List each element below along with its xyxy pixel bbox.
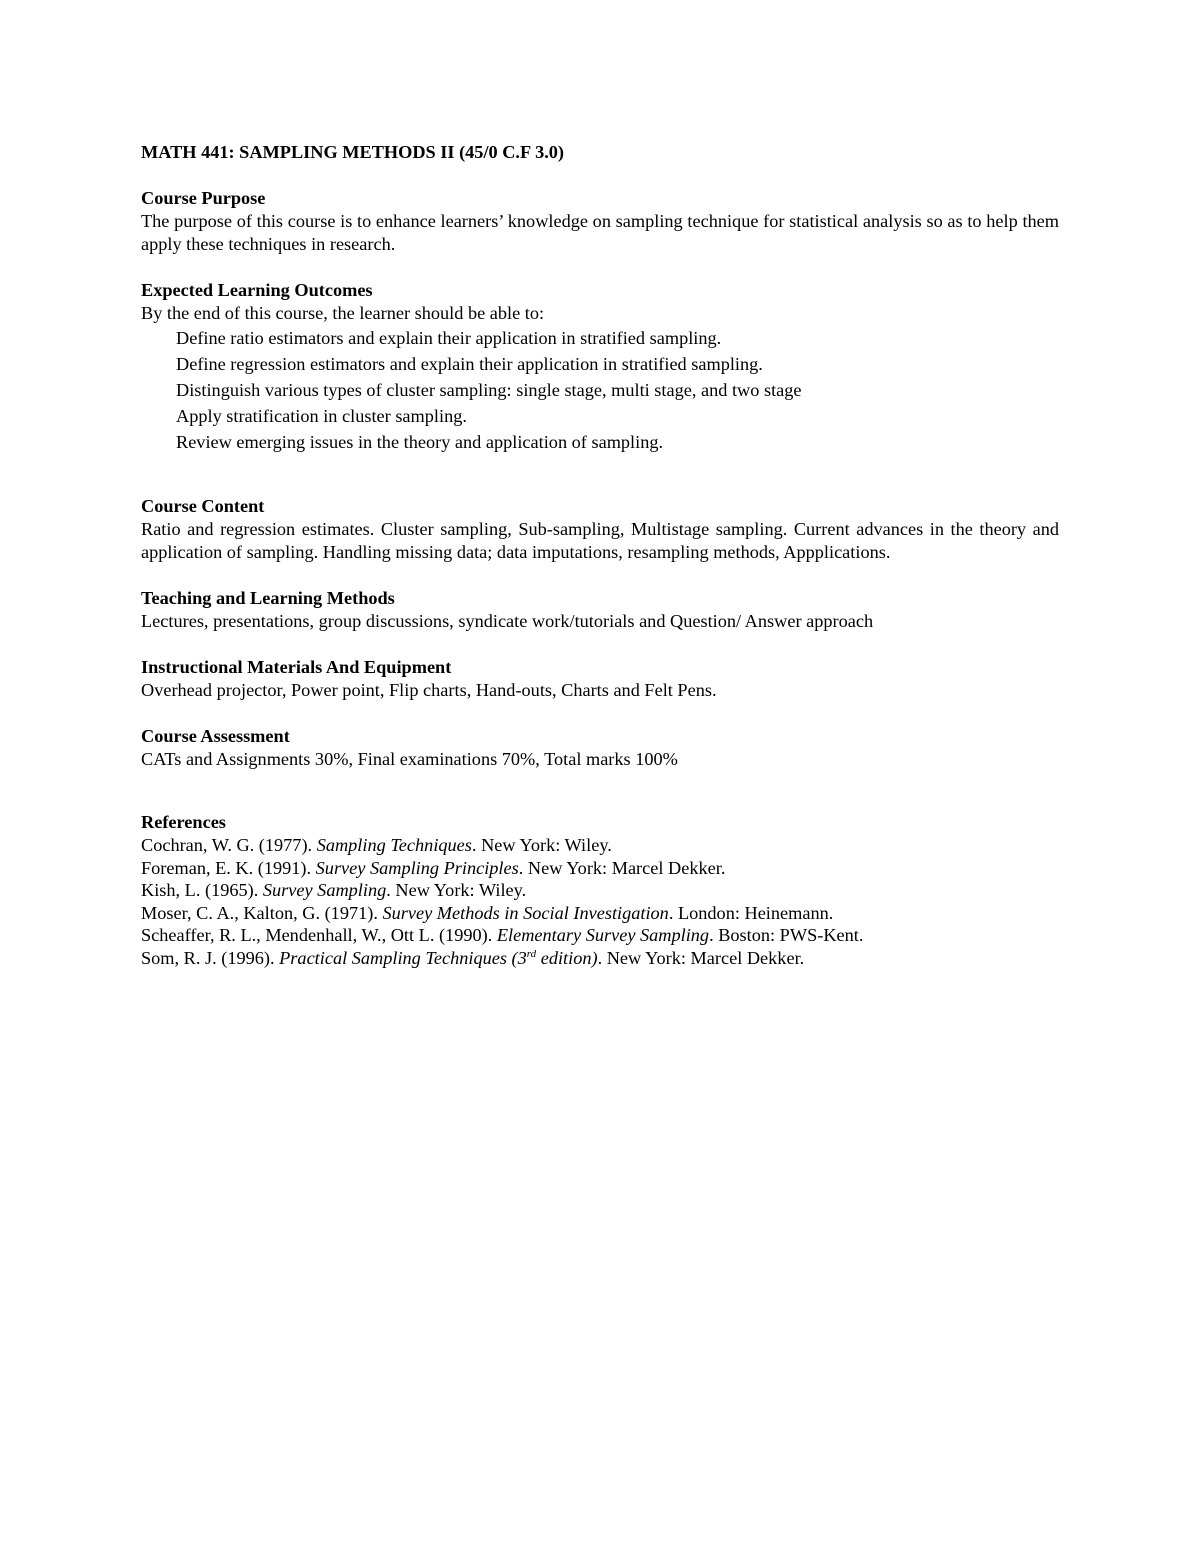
assessment-text: CATs and Assignments 30%, Final examinations 70%, Total marks 100% <box>141 749 678 769</box>
course-purpose-section <box>141 187 1059 256</box>
teaching-methods-section <box>141 587 1059 633</box>
page-title: MATH 441: SAMPLING METHODS II (45/0 C.F 3.0) <box>141 142 565 162</box>
reference-authors: Kish, L. (1965). <box>141 880 263 901</box>
reference-item <box>141 879 1059 902</box>
reference-item <box>141 924 1059 947</box>
course-content-text: Ratio and regression estimates. Cluster sampling, Sub-sampling, Multistage sampling. Current advances in the theory and application of sampling. Handling missing data; data imputations, resampling methods, Appplications. <box>141 519 1059 562</box>
course-purpose-text: The purpose of this course is to enhance learners’ knowledge on sampling technique for statistical analysis so as to help them apply these techniques in research. <box>141 211 1059 254</box>
materials-text: Overhead projector, Power point, Flip charts, Hand-outs, Charts and Felt Pens. <box>141 680 717 700</box>
list-item: Define regression estimators and explain their application in stratified sampling. <box>176 354 763 374</box>
reference-title: Elementary Survey Sampling <box>496 925 710 946</box>
reference-title: Survey Sampling <box>262 880 387 901</box>
reference-authors: Foreman, E. K. (1991). <box>141 857 316 878</box>
reference-authors: Cochran, W. G. (1977). <box>141 835 317 855</box>
assessment-section <box>141 725 1059 771</box>
list-item: Apply stratification in cluster sampling. <box>176 406 467 426</box>
reference-item <box>141 834 1059 857</box>
assessment-heading: Course Assessment <box>141 726 290 746</box>
learning-outcomes-heading: Expected Learning Outcomes <box>141 280 373 300</box>
reference-publisher: . New York: Wiley. <box>471 835 612 855</box>
reference-title-end: edition) <box>536 947 598 968</box>
reference-title: Survey Sampling Principles <box>315 857 519 878</box>
teaching-methods-heading: Teaching and Learning Methods <box>141 588 395 608</box>
course-content-section <box>141 495 1059 564</box>
list-item: Define ratio estimators and explain their application in stratified sampling. <box>176 328 722 348</box>
reference-title-main: Practical Sampling Techniques (3 <box>279 947 527 968</box>
reference-title: Survey Methods in Social Investigation <box>382 902 669 923</box>
reference-publisher: . New York: Marcel Dekker. <box>597 947 805 968</box>
reference-item <box>141 902 1059 925</box>
reference-authors: Moser, C. A., Kalton, G. (1971). <box>141 902 383 923</box>
reference-publisher: . Boston: PWS-Kent. <box>709 925 864 946</box>
reference-item <box>141 947 1059 970</box>
course-content-heading: Course Content <box>141 496 265 516</box>
reference-title <box>279 948 597 968</box>
document-page <box>141 141 1059 970</box>
reference-title: Sampling Techniques <box>316 835 472 855</box>
reference-authors: Scheaffer, R. L., Mendenhall, W., Ott L. (1990). <box>141 925 497 946</box>
learning-outcomes-list <box>141 325 1059 455</box>
reference-publisher: . New York: Marcel Dekker. <box>518 857 726 878</box>
list-item: Distinguish various types of cluster sampling: single stage, multi stage, and two stage <box>176 380 802 400</box>
reference-publisher: . New York: Wiley. <box>386 880 527 901</box>
materials-heading: Instructional Materials And Equipment <box>141 657 452 677</box>
materials-section <box>141 656 1059 702</box>
list-item: Review emerging issues in the theory and application of sampling. <box>176 432 664 452</box>
learning-outcomes-intro: By the end of this course, the learner should be able to: <box>141 303 545 323</box>
reference-authors: Som, R. J. (1996). <box>141 947 280 968</box>
course-purpose-heading: Course Purpose <box>141 188 266 208</box>
references-section <box>141 811 1059 970</box>
teaching-methods-text: Lectures, presentations, group discussions, syndicate work/tutorials and Question/ Answer approach <box>141 611 874 631</box>
references-list <box>141 834 1059 970</box>
learning-outcomes-section <box>141 279 1059 455</box>
reference-item <box>141 857 1059 880</box>
references-heading: References <box>141 812 226 832</box>
ordinal-suffix: rd <box>526 947 537 960</box>
reference-publisher: . London: Heinemann. <box>668 902 834 923</box>
